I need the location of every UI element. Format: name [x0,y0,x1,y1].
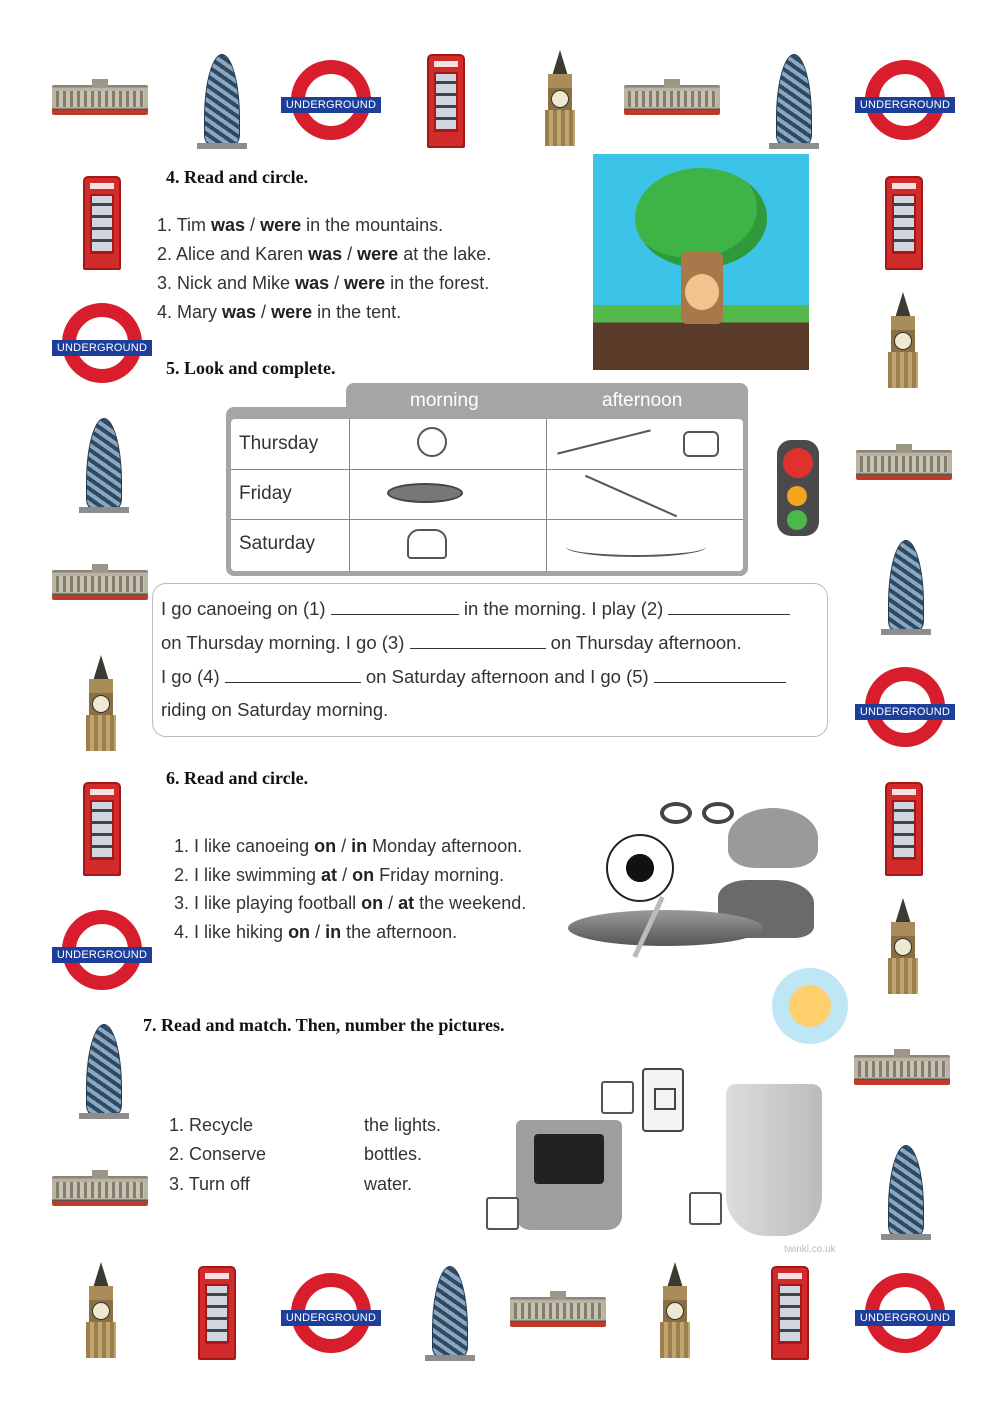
gherkin-icon [888,540,924,632]
volleyball-icon [417,427,447,457]
phone-box-icon [771,1266,809,1360]
section6-item: 4. I like hiking on / in the afternoon. [174,922,458,942]
option-on[interactable]: on [288,922,311,942]
blank-3[interactable] [410,631,546,649]
underground-icon [56,910,148,990]
blank-5[interactable] [654,665,786,683]
section5-heading: 5. Look and complete. [166,358,336,378]
underground-label: UNDERGROUND [281,1310,381,1326]
fishing-rod-icon [557,429,651,454]
palace-icon [510,1297,606,1327]
goggles-icon [658,798,738,828]
gherkin-icon [432,1266,468,1358]
match-left-3: 3. Turn off [169,1174,250,1194]
option-on[interactable]: on [352,865,375,885]
fill-line-2: on Thursday morning. I go (3) on Thursday afternoon. [161,632,742,653]
palace-icon [52,85,148,115]
football-icon [606,834,674,902]
option-in[interactable]: in [351,836,368,856]
big-ben-icon [657,1262,693,1358]
option-on[interactable]: on [314,836,337,856]
palace-icon [624,85,720,115]
tree-picture [593,154,809,370]
phone-box-icon [83,176,121,270]
day-friday: Friday [239,483,292,504]
section4-item: 4. Mary was / were in the tent. [157,302,402,322]
watermark: twinkl.co.uk [784,1244,836,1255]
kayak-icon [568,910,763,946]
match-pictures [484,1040,844,1260]
number-box-switch[interactable] [601,1081,634,1114]
skates-icon [683,431,719,457]
option-were[interactable]: were [357,244,399,264]
match-right-1[interactable]: the lights. [364,1115,442,1135]
day-thursday: Thursday [239,433,319,454]
option-were[interactable]: were [344,273,386,293]
underground-label: UNDERGROUND [52,340,152,356]
swim-cap-icon [728,808,818,868]
swimmer-icon [566,537,706,557]
underground-label: UNDERGROUND [52,947,152,963]
big-ben-icon [83,655,119,751]
gherkin-icon [776,54,812,146]
gherkin-icon [86,1024,122,1116]
fill-line-3: I go (4) on Saturday afternoon and I go (5) [161,665,786,688]
section4-item: 1. Tim was / were in the mountains. [157,215,444,235]
phone-box-icon [83,782,121,876]
fork-icon [585,475,677,518]
big-ben-icon [83,1262,119,1358]
column-morning: morning [410,390,479,411]
underground-icon [859,667,951,747]
match-left-2: 2. Conserve [169,1144,267,1164]
phone-box-icon [427,54,465,148]
column-afternoon: afternoon [602,390,683,411]
option-were[interactable]: were [260,215,302,235]
big-ben-icon [885,898,921,994]
mermaid-bubble-icon [772,968,848,1044]
section6-item: 3. I like playing football on / at the weekend. [174,893,527,913]
light-switch-icon [642,1068,684,1132]
option-was[interactable]: was [295,273,330,293]
underground-label: UNDERGROUND [855,97,955,113]
underground-icon [859,1273,951,1353]
activity-table [226,383,748,576]
option-was[interactable]: was [211,215,246,235]
match-right-2[interactable]: bottles. [364,1144,423,1164]
gherkin-icon [86,418,122,510]
phone-box-icon [198,1266,236,1360]
fill-line-4: riding on Saturday morning. [161,699,389,720]
section6-heading: 6. Read and circle. [166,768,309,788]
option-at[interactable]: at [321,865,338,885]
section4-heading: 4. Read and circle. [166,167,309,187]
big-ben-icon [542,50,578,146]
option-on[interactable]: on [361,893,384,913]
section6-item: 2. I like swimming at / on Friday morning. [174,865,505,885]
number-box-tap[interactable] [689,1192,722,1225]
gherkin-icon [204,54,240,146]
option-in[interactable]: in [325,922,342,942]
palace-icon [52,1176,148,1206]
water-tap-icon [726,1084,822,1236]
match-left-1: 1. Recycle [169,1115,254,1135]
section7-heading: 7. Read and match. Then, number the pictures. [143,1015,505,1035]
day-saturday: Saturday [239,533,316,554]
option-were[interactable]: were [271,302,313,322]
underground-icon [56,303,148,383]
canoe-icon [387,483,463,503]
phone-box-icon [885,782,923,876]
big-ben-icon [885,292,921,388]
underground-icon [859,60,951,140]
palace-icon [856,450,952,480]
underground-label: UNDERGROUND [281,97,381,113]
option-was[interactable]: was [222,302,257,322]
gherkin-icon [888,1145,924,1237]
underground-label: UNDERGROUND [855,704,955,720]
section6-item: 1. I like canoeing on / in Monday afternoon. [174,836,523,856]
traffic-light-picture [763,440,833,550]
section4-item: 2. Alice and Karen was / were at the lake. [157,244,492,264]
underground-label: UNDERGROUND [855,1310,955,1326]
blank-4[interactable] [225,665,361,683]
option-at[interactable]: at [398,893,415,913]
palace-icon [52,570,148,600]
underground-icon [285,60,377,140]
fill-line-1: I go canoeing on (1) in the morning. I play (2) [161,597,790,620]
section4-item: 3. Nick and Mike was / were in the forest. [157,273,490,293]
palace-icon [854,1055,950,1085]
match-right-3[interactable]: water. [364,1174,413,1194]
phone-box-icon [885,176,923,270]
blank-2[interactable] [668,597,790,615]
recycling-bin-icon [516,1120,622,1230]
option-was[interactable]: was [308,244,343,264]
blank-1[interactable] [331,597,459,615]
number-box-recycle[interactable] [486,1197,519,1230]
underground-icon [285,1273,377,1353]
horse-icon [407,529,447,559]
sports-gear-picture [568,798,826,963]
